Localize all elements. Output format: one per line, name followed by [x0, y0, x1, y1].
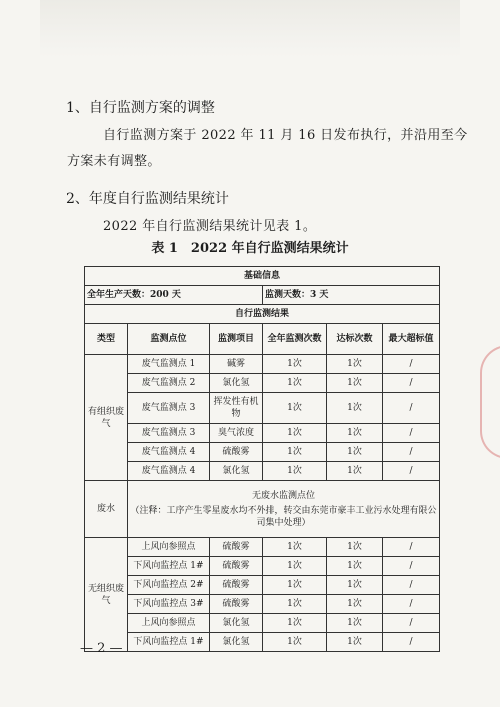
table-cell: 1次	[263, 614, 327, 633]
header-max-exceed: 最大超标值	[383, 324, 440, 355]
production-days: 全年生产天数：200 天	[85, 286, 263, 305]
type-organized: 有组织废气	[85, 355, 128, 481]
table-cell: 废气监测点 3	[128, 393, 210, 424]
table-cell: 1次	[327, 424, 383, 443]
table-cell: 1次	[263, 374, 327, 393]
table-cell: 废气监测点 1	[128, 355, 210, 374]
table-cell: 下风向监控点 3#	[128, 595, 210, 614]
header-item: 监测项目	[210, 324, 263, 355]
wastewater-note: （注释：工序产生零星废水均不外排，转交由东莞市豪丰工业污水处理有限公司集中处理）	[130, 505, 437, 528]
table-cell: 1次	[263, 595, 327, 614]
table-cell: 硫酸雾	[210, 557, 263, 576]
table-cell: 臭气浓度	[210, 424, 263, 443]
table-cell: 氯化氢	[210, 462, 263, 481]
header-type: 类型	[85, 324, 128, 355]
basic-info-title: 基础信息	[85, 267, 440, 286]
section2-paragraph: 2022 年自行监测结果统计见表 1。	[103, 219, 317, 234]
page-number: — 2 —	[80, 641, 123, 656]
table-cell: 氯化氢	[210, 374, 263, 393]
table-cell: 挥发性有机物	[210, 393, 263, 424]
table-cell: 1次	[327, 355, 383, 374]
table-cell: 上风向参照点	[128, 614, 210, 633]
table-cell: 硫酸雾	[210, 595, 263, 614]
table-cell: 1次	[327, 462, 383, 481]
table-cell: 1次	[263, 633, 327, 652]
table-cell: 废气监测点 3	[128, 424, 210, 443]
table-cell: 硫酸雾	[210, 576, 263, 595]
table-cell: /	[383, 443, 440, 462]
table-cell: /	[383, 633, 440, 652]
section1-paragraph-line2: 方案未有调整。	[67, 154, 161, 169]
table-cell: /	[383, 393, 440, 424]
table-cell: 1次	[327, 538, 383, 557]
table-cell: 1次	[263, 538, 327, 557]
table-cell: 废气监测点 4	[128, 443, 210, 462]
header-annual-count: 全年监测次数	[263, 324, 327, 355]
monitoring-results-table	[84, 266, 440, 652]
type-wastewater: 废水	[85, 481, 128, 538]
table-cell: 1次	[263, 462, 327, 481]
table-cell: 废气监测点 2	[128, 374, 210, 393]
monitor-days: 监测天数：3 天	[263, 286, 440, 305]
table-cell: 1次	[263, 557, 327, 576]
table-cell: /	[383, 614, 440, 633]
table-cell: 氯化氢	[210, 614, 263, 633]
table-cell: 1次	[327, 374, 383, 393]
table-cell: 1次	[327, 633, 383, 652]
section1-paragraph-line1: 自行监测方案于 2022 年 11 月 16 日发布执行，并沿用至今	[103, 128, 468, 143]
table-cell: /	[383, 462, 440, 481]
table-cell: 1次	[263, 355, 327, 374]
table-cell: 下风向监控点 2#	[128, 576, 210, 595]
header-point: 监测点位	[128, 324, 210, 355]
table-cell: 1次	[327, 595, 383, 614]
header-pass-count: 达标次数	[327, 324, 383, 355]
table-cell: 下风向监控点 1#	[128, 633, 210, 652]
scan-shadow	[40, 0, 460, 58]
table-cell: 氯化氢	[210, 633, 263, 652]
section1-heading: 1、自行监测方案的调整	[66, 100, 215, 116]
table-cell: 1次	[327, 576, 383, 595]
table-cell: /	[383, 374, 440, 393]
seal-stamp-edge	[480, 345, 500, 459]
table-cell: 1次	[327, 443, 383, 462]
table-cell: /	[383, 595, 440, 614]
table-cell: 废气监测点 4	[128, 462, 210, 481]
table-cell: /	[383, 355, 440, 374]
type-unorganized: 无组织废气	[85, 538, 128, 652]
results-title: 自行监测结果	[85, 305, 440, 324]
table-cell: /	[383, 557, 440, 576]
table-cell: 下风向监控点 1#	[128, 557, 210, 576]
wastewater-note-title: 无废水监测点位	[252, 490, 316, 501]
table-cell: 1次	[263, 443, 327, 462]
table-cell: /	[383, 576, 440, 595]
table-cell: 1次	[263, 393, 327, 424]
table-cell: 1次	[327, 557, 383, 576]
table-cell: 上风向参照点	[128, 538, 210, 557]
section2-heading: 2、年度自行监测结果统计	[66, 191, 229, 207]
table-cell: 1次	[327, 393, 383, 424]
table-cell: /	[383, 538, 440, 557]
table-cell: 硫酸雾	[210, 538, 263, 557]
table-cell: 碱雾	[210, 355, 263, 374]
table-cell: 1次	[263, 576, 327, 595]
table-cell: 硫酸雾	[210, 443, 263, 462]
table-cell: 1次	[327, 614, 383, 633]
table-caption: 表 1 2022 年自行监测结果统计	[151, 241, 349, 256]
table-cell: 1次	[263, 424, 327, 443]
table-cell: /	[383, 424, 440, 443]
